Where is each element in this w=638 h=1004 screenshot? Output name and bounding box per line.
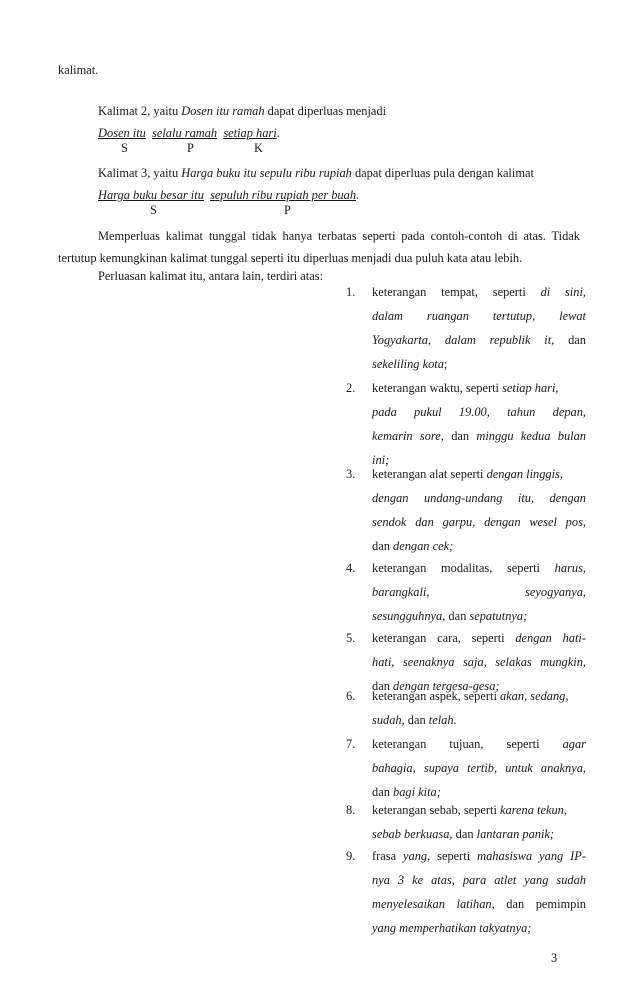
item-number: 6.: [346, 689, 356, 703]
list-item: 3. keterangan alat seperti dengan linggis, dengan undang-undang itu, dengan sendok dan garpu, dengan wesel pos, dan dengan cek;: [346, 467, 586, 553]
kalimat-3-expanded: Harga buku besar itu sepuluh ribu rupiah per buah.: [98, 188, 360, 202]
item-number: 4.: [346, 561, 356, 575]
list-item: 2. keterangan waktu, seperti setiap hari, pada pukul 19.00, tahun depan, kemarin sore, dan minggu kedua bulan ini;: [346, 381, 586, 467]
item-number: 5.: [346, 631, 356, 645]
item-number: 2.: [346, 381, 356, 395]
item-number: 3.: [346, 467, 356, 481]
label-adverbial: K: [254, 141, 263, 155]
list-item: 8. keterangan sebab, seperti karena tekun, sebab berkuasa, dan lantaran panik;: [346, 803, 567, 841]
item-number: 7.: [346, 737, 356, 751]
list-intro: Perluasan kalimat itu, antara lain, terdiri atas:: [98, 269, 324, 283]
item-number: 9.: [346, 849, 356, 863]
kalimat-2-line: Kalimat 2, yaitu Dosen itu ramah dapat diperluas menjadi: [98, 104, 387, 118]
item-number: 1.: [346, 285, 356, 299]
list-item: 4. keterangan modalitas, seperti harus, barangkali, seyogyanya, sesungguhnya, dan sepatutnya;: [346, 561, 586, 623]
label-subject: S: [150, 203, 157, 217]
kalimat-2-expanded: Dosen itu selalu ramah setiap hari.: [98, 126, 280, 140]
label-predicate: P: [187, 141, 194, 155]
label-predicate: P: [284, 203, 291, 217]
paragraph-line: Memperluas kalimat tunggal tidak hanya terbatas seperti pada contoh-contoh di atas. Tidak: [98, 229, 580, 243]
page-number: 3: [551, 951, 558, 965]
list-item: 7. keterangan tujuan, seperti agar bahagia, supaya tertib, untuk anaknya, dan bagi kita;: [346, 737, 586, 799]
paragraph-line: tertutup kemungkinan kalimat tunggal seperti itu diperluas menjadi dua puluh kata atau lebih.: [58, 251, 523, 265]
continuation-word: kalimat.: [58, 63, 99, 77]
list-item: 9. frasa yang, seperti mahasiswa yang IP- nya 3 ke atas, para atlet yang sudah menyelesaikan latihan, dan pemimpin yang memperhatikan takyatnya;: [346, 849, 586, 935]
label-subject: S: [121, 141, 128, 155]
list-item: 1. keterangan tempat, seperti di sini, dalam ruangan tertutup, lewat Yogyakarta, dalam republik it, dan sekeliling kota;: [346, 285, 587, 371]
item-number: 8.: [346, 803, 356, 817]
list-item: 6. keterangan aspek, seperti akan, sedang, sudah, dan telah.: [346, 689, 569, 727]
list-item: 5. keterangan cara, seperti dengan hati- hati, seenaknya saja, selakas mungkin, dan dengan tergesa-gesa;: [346, 631, 586, 693]
kalimat-3-line: Kalimat 3, yaitu Harga buku itu sepulu ribu rupiah dapat diperluas pula dengan kalimat: [98, 166, 534, 180]
